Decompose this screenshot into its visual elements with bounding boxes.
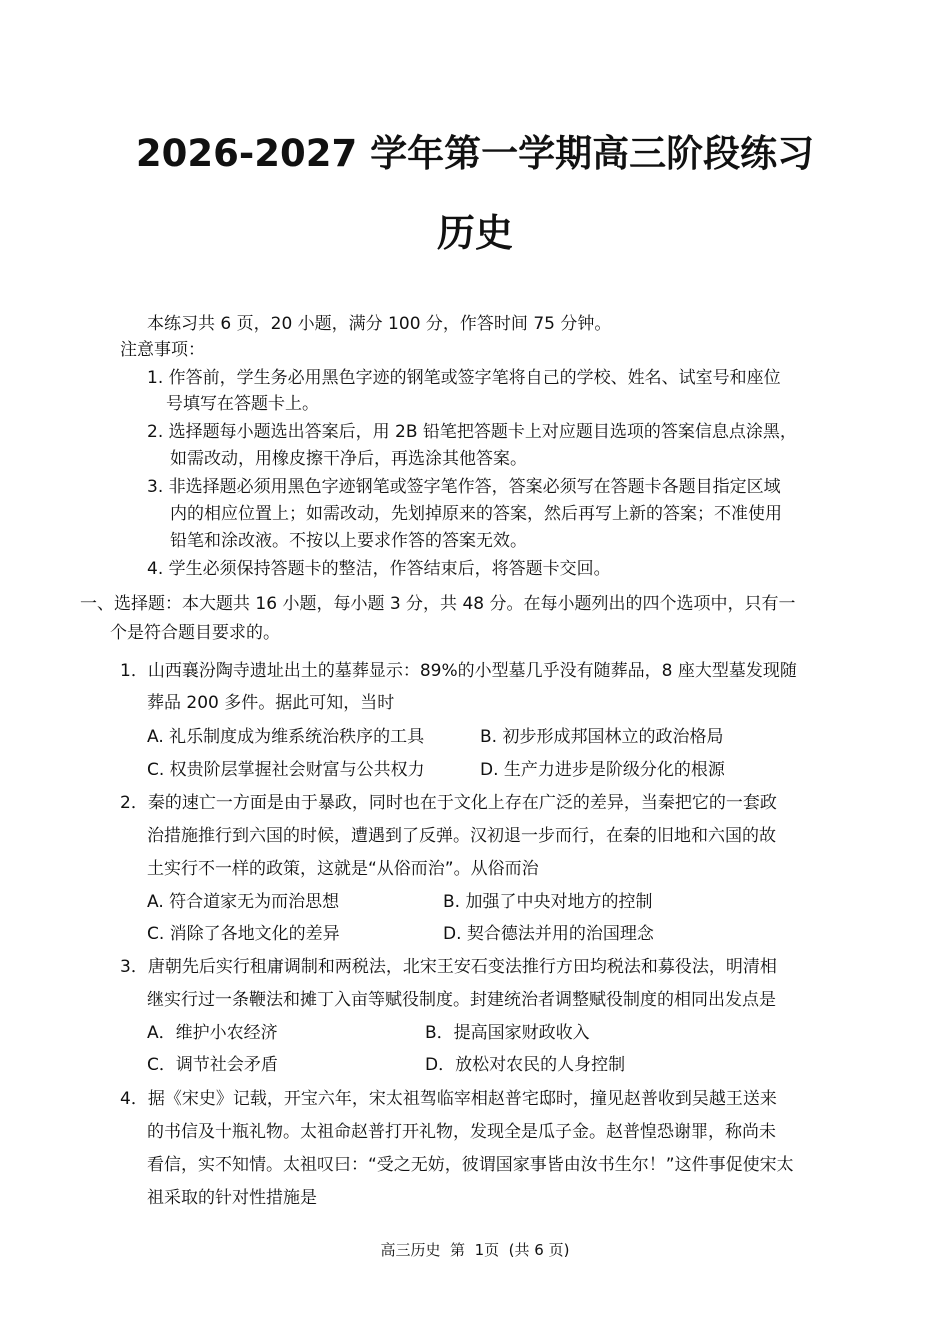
notice-3-line-3: 铅笔和涂改液。不按以上要求作答的答案无效。 [170, 531, 527, 551]
question-2-option-a: A. 符合道家无为而治思想 [147, 892, 340, 912]
notice-3-line-1: 3. 非选择题必须用黑色字迹钢笔或签字笔作答，答案必须写在答题卡各题目指定区域 [147, 477, 781, 497]
page-footer [0, 1240, 950, 1260]
question-3-stem-line-2: 继实行过一条鞭法和摊丁入亩等赋役制度。封建统治者调整赋役制度的相同出发点是 [147, 990, 776, 1010]
notice-2-line-2: 如需改动，用橡皮擦干净后，再选涂其他答案。 [170, 449, 527, 469]
notice-3-line-2: 内的相应位置上；如需改动，先划掉原来的答案，然后再写上新的答案；不准使用 [170, 504, 782, 524]
question-1-option-b: B. 初步形成邦国林立的政治格局 [480, 727, 724, 747]
footer-page-number: 1 [474, 1241, 485, 1259]
question-2-stem-line-3: 土实行不一样的政策，这就是“从俗而治”。从俗而治 [147, 859, 539, 879]
question-1-option-a: A. 礼乐制度成为维系统治秩序的工具 [147, 727, 425, 747]
notice-label: 注意事项： [120, 340, 205, 360]
question-2-option-c: C. 消除了各地文化的差异 [147, 924, 340, 944]
question-4-stem-line-1: 4．据《宋史》记载，开宝六年，宋太祖驾临宰相赵普宅邸时，撞见赵普收到吴越王送来 [120, 1089, 777, 1109]
footer-right-text: 页 (共 6 页) [484, 1241, 570, 1259]
question-4-stem-line-2: 的书信及十瓶礼物。太祖命赵普打开礼物，发现全是瓜子金。赵普惶恐谢罪，称尚未 [147, 1122, 776, 1142]
question-1-option-c: C. 权贵阶层掌握社会财富与公共权力 [147, 760, 425, 780]
question-1-stem-line-2: 葬品 200 多件。据此可知，当时 [147, 693, 395, 713]
exam-title: 2026-2027 学年第一学期高三阶段练习 [135, 132, 815, 175]
question-2-stem-line-2: 治措施推行到六国的时候，遭遇到了反弹。汉初退一步而行，在秦的旧地和六国的故 [147, 826, 776, 846]
question-3-option-c: C．调节社会矛盾 [147, 1055, 278, 1075]
question-4-stem-line-4: 祖采取的针对性措施是 [147, 1188, 317, 1208]
notice-1-line-2: 号填写在答题卡上。 [166, 394, 319, 414]
question-2-option-d: D. 契合德法并用的治国理念 [443, 924, 654, 944]
subject-title: 历史 [436, 211, 513, 255]
question-3-option-b: B．提高国家财政收入 [425, 1023, 590, 1043]
question-2-stem-line-1: 2．秦的速亡一方面是由于暴政，同时也在于文化上存在广泛的差异，当秦把它的一套政 [120, 793, 777, 813]
question-4-stem-line-3: 看信，实不知情。太祖叹曰：“受之无妨，彼谓国家事皆由汝书生尔！”这件事促使宋太 [147, 1155, 794, 1175]
question-3-option-a: A．维护小农经济 [147, 1023, 278, 1043]
question-1-option-d: D. 生产力进步是阶级分化的根源 [480, 760, 725, 780]
section-heading-line-2: 个是符合题目要求的。 [110, 623, 280, 643]
question-1-stem-line-1: 1．山西襄汾陶寺遗址出土的墓葬显示：89%的小型墓几乎没有随葬品，8 座大型墓发现随 [120, 661, 797, 681]
question-2-option-b: B. 加强了中央对地方的控制 [443, 892, 653, 912]
notice-2-line-1: 2. 选择题每小题选出答案后，用 2B 铅笔把答题卡上对应题目选项的答案信息点涂黑， [147, 422, 797, 442]
exam-summary: 本练习共 6 页，20 小题，满分 100 分，作答时间 75 分钟。 [147, 314, 612, 334]
section-heading-line-1: 一、选择题：本大题共 16 小题，每小题 3 分，共 48 分。在每小题列出的四个选项中，只有一 [80, 594, 796, 614]
footer-left-text: 高三历史 第 [380, 1241, 475, 1259]
notice-4-line-1: 4. 学生必须保持答题卡的整洁，作答结束后，将答题卡交回。 [147, 559, 611, 579]
notice-1-line-1: 1. 作答前，学生务必用黑色字迹的钢笔或签字笔将自己的学校、姓名、试室号和座位 [147, 368, 781, 388]
question-3-option-d: D．放松对农民的人身控制 [425, 1055, 626, 1075]
question-3-stem-line-1: 3．唐朝先后实行租庸调制和两税法，北宋王安石变法推行方田均税法和募役法，明清相 [120, 957, 777, 977]
